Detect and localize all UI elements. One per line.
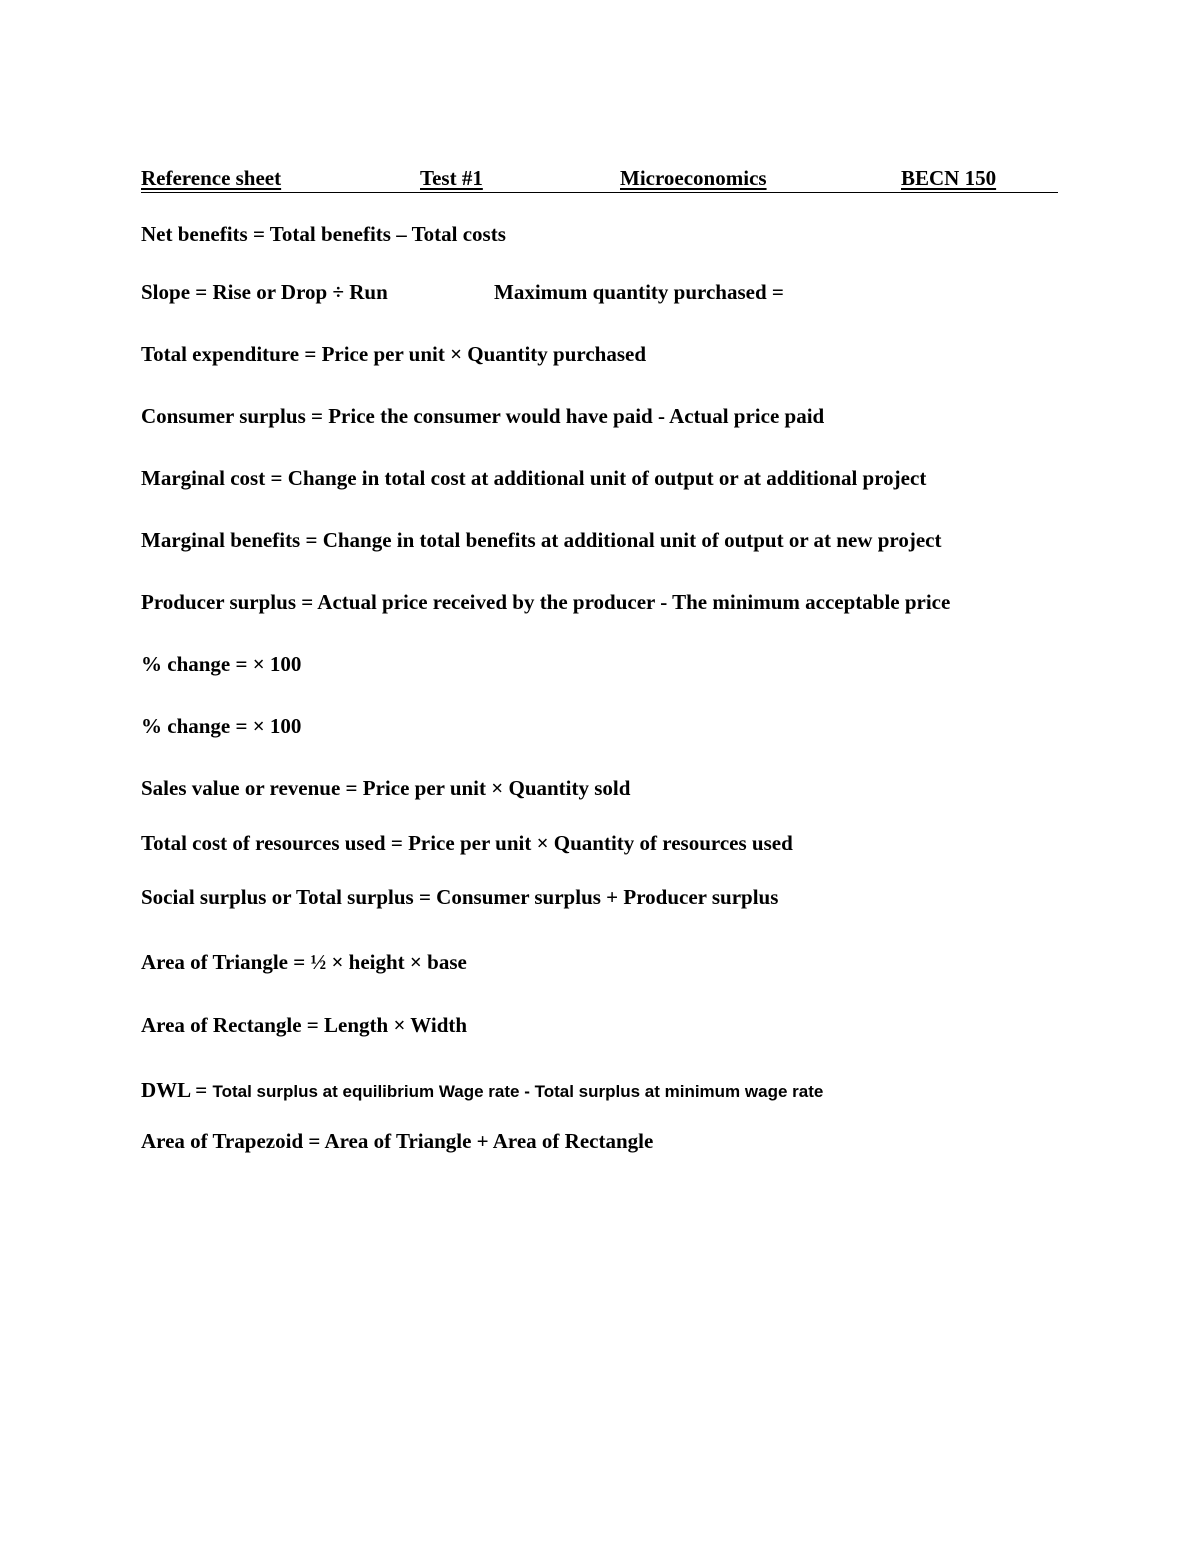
dwl-label: DWL =	[141, 1078, 213, 1102]
formula-area-triangle: Area of Triangle = ½ × height × base	[141, 950, 467, 974]
formula-max-quantity: Maximum quantity purchased =	[494, 280, 784, 304]
formula-social-surplus: Social surplus or Total surplus = Consumer surplus + Producer surplus	[141, 885, 779, 909]
header-course: BECN 150	[901, 166, 997, 190]
header-title: Reference sheet	[141, 166, 282, 190]
header-subject: Microeconomics	[620, 166, 767, 190]
formula-total-expenditure: Total expenditure = Price per unit × Quantity purchased	[141, 342, 647, 366]
formula-sales-value: Sales value or revenue = Price per unit × Quantity sold	[141, 776, 631, 800]
formula-total-cost-resources: Total cost of resources used = Price per unit × Quantity of resources used	[141, 831, 793, 855]
formula-dwl	[141, 1080, 823, 1101]
formula-area-rectangle: Area of Rectangle = Length × Width	[141, 1013, 468, 1037]
formula-area-trapezoid: Area of Trapezoid = Area of Triangle + Area of Rectangle	[141, 1129, 654, 1153]
header-test: Test #1	[420, 166, 483, 190]
formula-marginal-cost: Marginal cost = Change in total cost at additional unit of output or at additional project	[141, 466, 927, 490]
formula-percent-change-1: % change = × 100	[141, 652, 302, 676]
formula-percent-change-2: % change = × 100	[141, 714, 302, 738]
header-row	[141, 168, 1058, 193]
formula-marginal-benefits: Marginal benefits = Change in total benefits at additional unit of output or at new project	[141, 528, 942, 552]
formula-consumer-surplus: Consumer surplus = Price the consumer would have paid - Actual price paid	[141, 404, 825, 428]
formula-producer-surplus: Producer surplus = Actual price received by the producer - The minimum acceptable price	[141, 590, 951, 614]
formula-net-benefits: Net benefits = Total benefits – Total costs	[141, 222, 506, 246]
formula-slope: Slope = Rise or Drop ÷ Run	[141, 280, 388, 304]
dwl-definition: Total surplus at equilibrium Wage rate - Total surplus at minimum wage rate	[212, 1082, 824, 1101]
